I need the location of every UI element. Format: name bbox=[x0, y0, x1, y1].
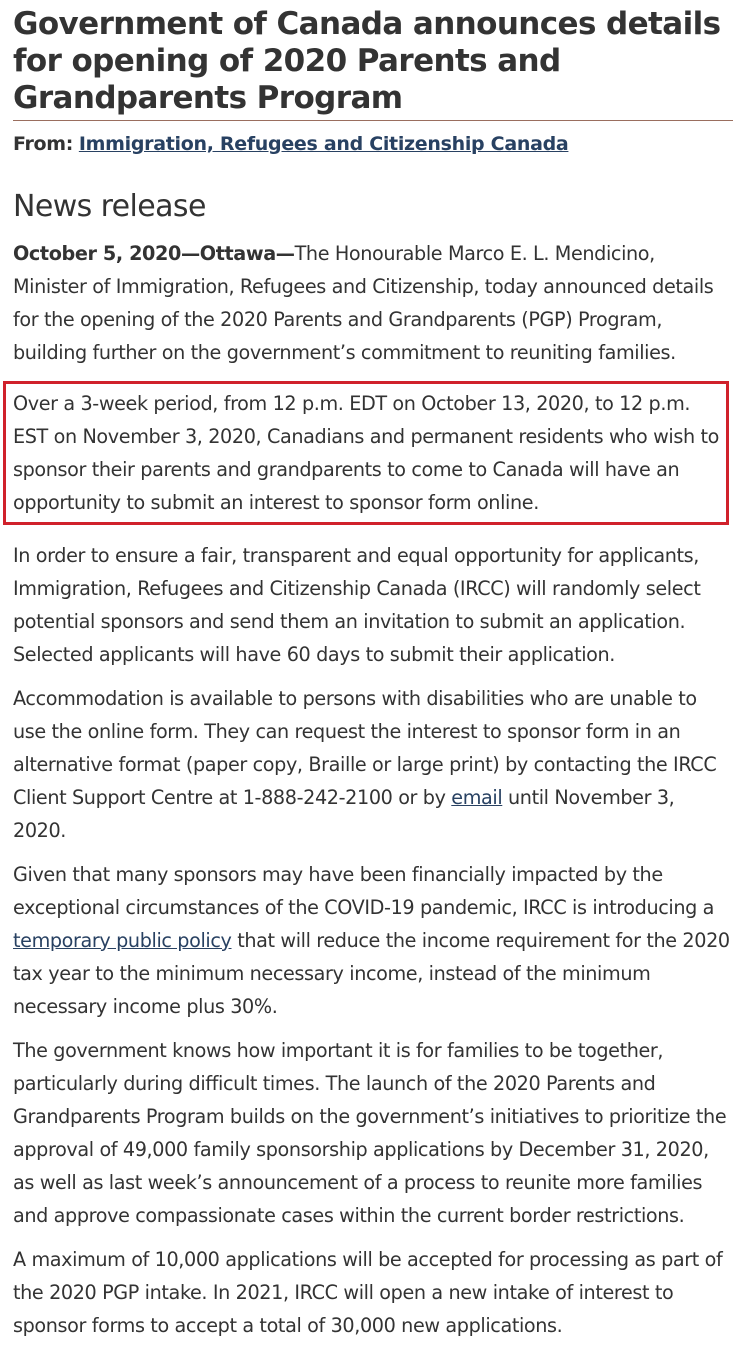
announcement-text: The Honourable Marco E. L. Mendicino, Minister of Immigration, Refugees and Citizenship, today announced details for the opening of the 2020 Parents and Grandparents (PGP) Program, building further on the government’s commitment to reuniting families. bbox=[13, 242, 714, 364]
from-line bbox=[13, 132, 740, 157]
title-divider bbox=[13, 120, 733, 121]
paragraph-accommodation bbox=[13, 682, 731, 847]
paragraph-intake-period: Over a 3-week period, from 12 p.m. EDT on October 13, 2020, to 12 p.m. EST on November 3, 2020, Canadians and permanent residents who wish to sponsor their parents and grandparents to come to Canada will have an opportunity to submit an interest to sponsor form online. bbox=[13, 392, 720, 514]
highlight-box bbox=[3, 381, 729, 525]
page-title: Government of Canada announces details for opening of 2020 Parents and Grandparents Program bbox=[13, 6, 721, 116]
paragraph-families-together: The government knows how important it is for families to be together, particularly during difficult times. The launch of the 2020 Parents and Grandparents Program builds on the government’s initiatives to prioritize the approval of 49,000 family sponsorship applications by December 31, 2020, as well as last week’s announcement of a process to reunite more families and approve compassionate cases within the current border restrictions. bbox=[13, 1039, 727, 1227]
paragraph-application-cap: A maximum of 10,000 applications will be accepted for processing as part of the 2020 PGP intake. In 2021, IRCC will open a new intake of interest to sponsor forms to accept a total of 30,000 new applications. bbox=[13, 1248, 723, 1337]
department-link[interactable]: Immigration, Refugees and Citizenship Canada bbox=[78, 133, 569, 155]
from-label: From: bbox=[13, 133, 74, 155]
accommodation-text: Accommodation is available to persons with disabilities who are unable to use the online form. They can request the interest to sponsor form in an alternative format (paper copy, Braille or large print) by contacting the IRCC Client Support Centre at 1-888-242-2100 or by bbox=[13, 687, 717, 809]
accommodation-text-end: until November 3, 2020. bbox=[13, 786, 675, 842]
temporary-public-policy-link[interactable]: temporary public policy bbox=[13, 929, 232, 952]
section-heading: News release bbox=[13, 189, 206, 224]
paragraph-income-policy bbox=[13, 858, 731, 1023]
income-policy-text: Given that many sponsors may have been financially impacted by the exceptional circumstances of the COVID-19 pandemic, IRCC is introducing a bbox=[13, 863, 715, 919]
paragraph-random-selection: In order to ensure a fair, transparent and equal opportunity for applicants, Immigration, Refugees and Citizenship Canada (IRCC) will randomly select potential sponsors and send them an invitation to submit an application. Selected applicants will have 60 days to submit their application. bbox=[13, 544, 701, 666]
paragraph-announcement bbox=[13, 237, 731, 369]
email-link[interactable]: email bbox=[451, 786, 503, 809]
income-policy-text-end: that will reduce the income requirement for the 2020 tax year to the minimum necessary income, instead of the minimum necessary income plus 30%. bbox=[13, 929, 730, 1018]
dateline: October 5, 2020—Ottawa— bbox=[13, 242, 295, 265]
